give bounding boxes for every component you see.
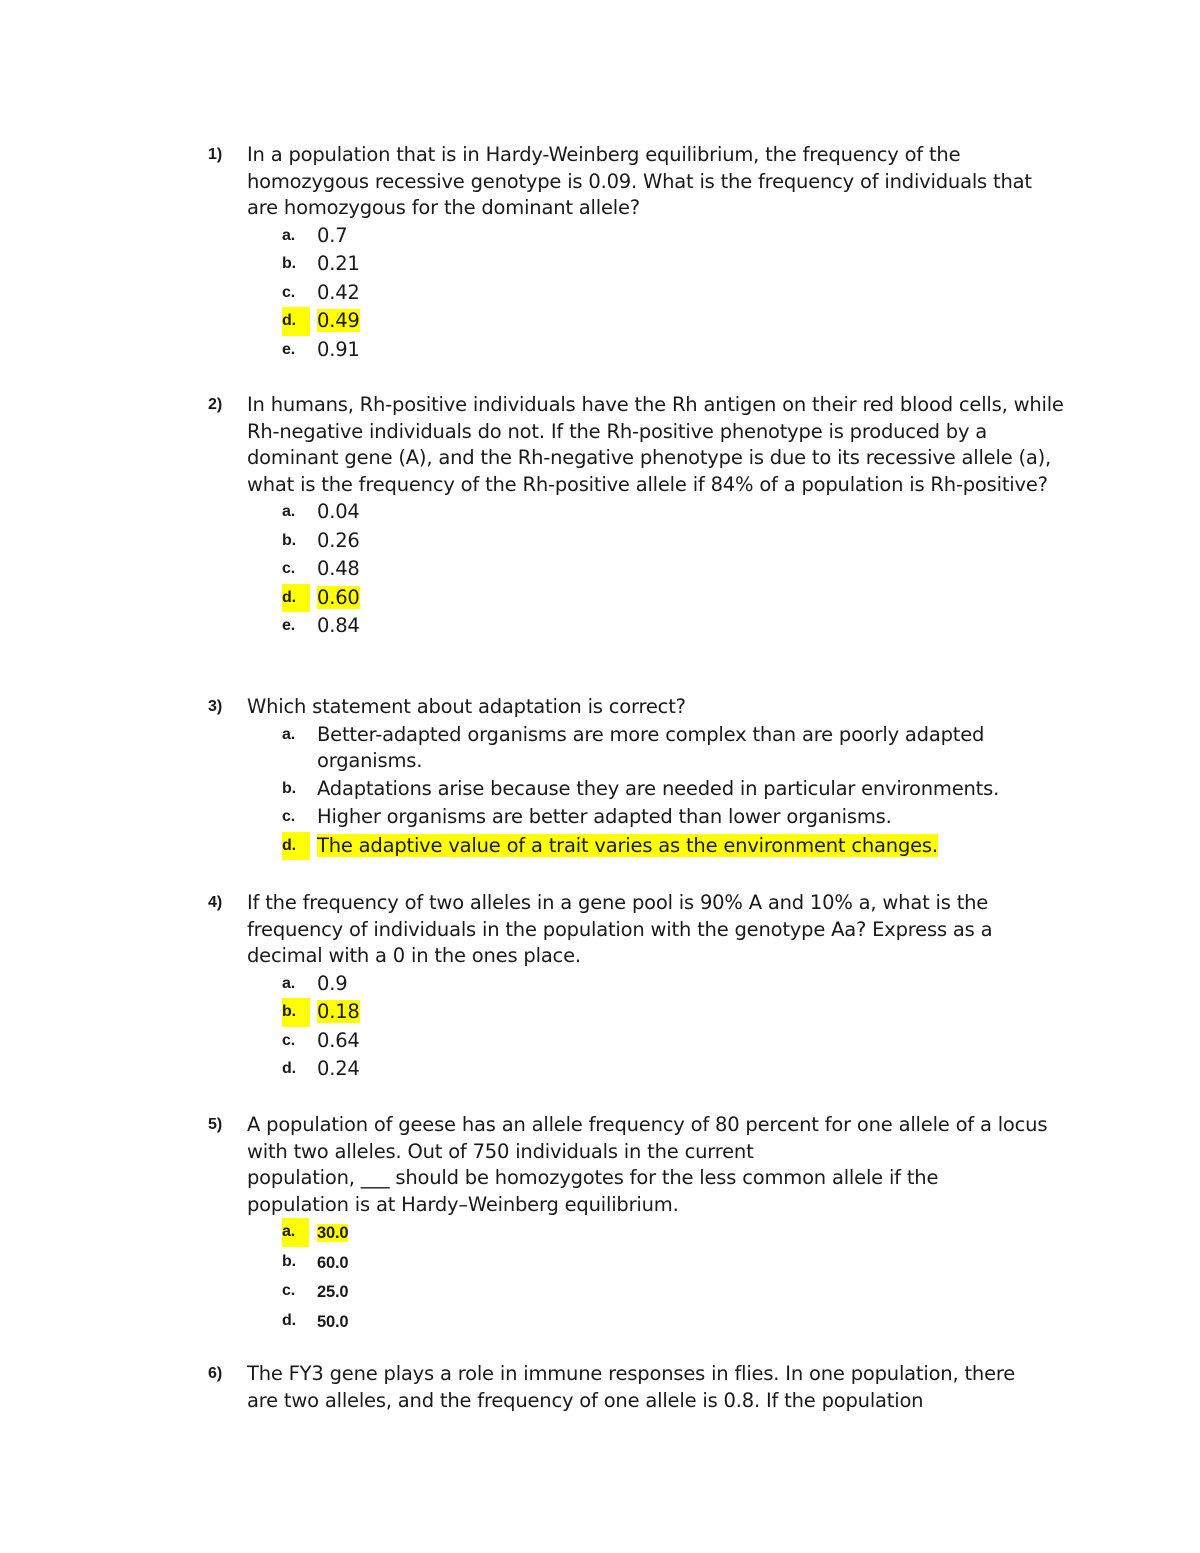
question-5: [208, 1112, 1068, 1336]
answer-option-highlighted: [282, 832, 1068, 861]
option-text: 60.0: [317, 1253, 349, 1272]
option-letter: a.: [282, 503, 295, 520]
option-text: 0.18: [317, 1000, 360, 1023]
answer-option: [282, 279, 1068, 308]
option-letter: a.: [282, 974, 295, 992]
option-text: Better-adapted organisms are more complex than are poorly adapted organisms.: [317, 722, 985, 772]
question-text: If the frequency of two alleles in a gene pool is 90% A and 10% a, what is the frequency of individuals in the population with the genotype Aa? Express as a decimal with a 0 in the ones place.: [247, 891, 993, 967]
option-letter: d.: [282, 307, 310, 336]
option-text: 0.7: [317, 223, 348, 247]
option-text: Adaptations arise because they are needed in particular environments.: [317, 776, 1000, 800]
question-number: 5): [208, 1116, 223, 1133]
option-text: 25.0: [317, 1283, 349, 1301]
question-number: 4): [208, 894, 223, 911]
option-letter: c.: [282, 1282, 295, 1299]
answer-option: [282, 527, 1068, 556]
answer-option-highlighted: [282, 307, 1068, 336]
option-text: 0.49: [317, 309, 360, 332]
answer-option-highlighted: [282, 998, 1068, 1027]
answer-option-highlighted: [282, 584, 1068, 613]
option-letter: b.: [282, 779, 296, 797]
answer-option: [282, 1307, 1068, 1337]
question-number: 6): [208, 1365, 223, 1382]
option-text: 0.26: [317, 528, 360, 552]
option-text: 50.0: [317, 1312, 349, 1331]
answer-option: [282, 970, 1068, 999]
question-number: 2): [208, 396, 223, 413]
answer-option-highlighted: [282, 1218, 1068, 1248]
question-text: In a population that is in Hardy-Weinberg equilibrium, the frequency of the homozygous recessive genotype is 0.09. What is the frequency of individuals that are homozygous for the dominant allele?: [247, 143, 1032, 219]
option-text: 0.64: [317, 1028, 360, 1052]
option-text: 0.04: [317, 500, 360, 523]
option-letter: c.: [282, 808, 295, 825]
answer-option: [282, 222, 1068, 251]
answer-option: [282, 1055, 1068, 1084]
option-letter: a.: [282, 226, 295, 244]
option-letter: b.: [282, 255, 296, 272]
option-text: 0.21: [317, 252, 360, 275]
question-number: 1): [208, 146, 223, 163]
answer-option: [282, 555, 1068, 584]
answer-options: [282, 970, 1068, 1084]
question-6: [208, 1361, 1068, 1414]
question-text: In humans, Rh-positive individuals have the Rh antigen on their red blood cells, while Rh-negative individuals do not. If the Rh-positive phenotype is produced by a dominant gene (A), and the Rh-negative phenotype is due to its recessive allele (a), what is the frequency of the Rh-positive allele if 84% of a population is Rh-positive?: [247, 393, 1064, 496]
answer-option: [282, 1248, 1068, 1278]
answer-option: [282, 775, 1068, 804]
question-3: [208, 694, 1068, 860]
option-letter: c.: [282, 560, 295, 577]
question-1: [208, 142, 1068, 364]
option-text: 0.24: [317, 1057, 360, 1080]
option-text: 0.42: [317, 280, 360, 304]
option-letter: e.: [282, 617, 295, 634]
option-text: 0.91: [317, 337, 360, 361]
option-letter: d.: [282, 1311, 296, 1329]
option-text: Higher organisms are better adapted than lower organisms.: [317, 805, 892, 828]
option-text: 0.60: [317, 585, 360, 609]
option-letter: a.: [282, 1218, 309, 1247]
answer-option: [282, 498, 1068, 527]
question-text: [247, 1112, 1068, 1218]
answer-option: [282, 336, 1068, 365]
option-letter: d.: [282, 584, 310, 613]
answer-options: [282, 222, 1068, 365]
question-number: 3): [208, 698, 223, 715]
question-4: [208, 890, 1068, 1084]
option-text: The adaptive value of a trait varies as the environment changes.: [317, 833, 938, 857]
question-text-line: population, ___ should be homozygotes for the less common allele if the population is at Hardy–Weinberg equilibrium.: [247, 1166, 939, 1216]
option-text: 0.48: [317, 557, 360, 580]
answer-option: [282, 803, 1068, 832]
option-letter: b.: [282, 998, 310, 1027]
question-text: The FY3 gene plays a role in immune responses in flies. In one population, there are two alleles, and the frequency of one allele is 0.8. If the population: [247, 1362, 1016, 1412]
answer-option: [282, 250, 1068, 279]
answer-option: [282, 1027, 1068, 1056]
answer-options: [282, 498, 1068, 641]
option-letter: a.: [282, 725, 295, 743]
answer-option: [282, 1277, 1068, 1307]
option-text: 0.9: [317, 971, 348, 995]
answer-option: [282, 721, 1068, 775]
option-text: 30.0: [317, 1224, 349, 1242]
answer-options: [282, 1218, 1068, 1336]
option-text: 0.84: [317, 614, 360, 637]
answer-options: [282, 721, 1068, 861]
option-letter: d.: [282, 1060, 296, 1077]
option-letter: d.: [282, 832, 310, 861]
question-text: Which statement about adaptation is correct?: [247, 695, 686, 718]
option-letter: b.: [282, 1252, 296, 1270]
option-letter: c.: [282, 283, 295, 301]
option-letter: b.: [282, 531, 296, 549]
option-letter: e.: [282, 340, 295, 358]
question-2: [208, 392, 1068, 641]
question-text-line: A population of geese has an allele frequency of 80 percent for one allele of a locus with two alleles. Out of 750 individuals in the current: [247, 1113, 1048, 1163]
option-letter: c.: [282, 1031, 295, 1049]
answer-option: [282, 612, 1068, 641]
